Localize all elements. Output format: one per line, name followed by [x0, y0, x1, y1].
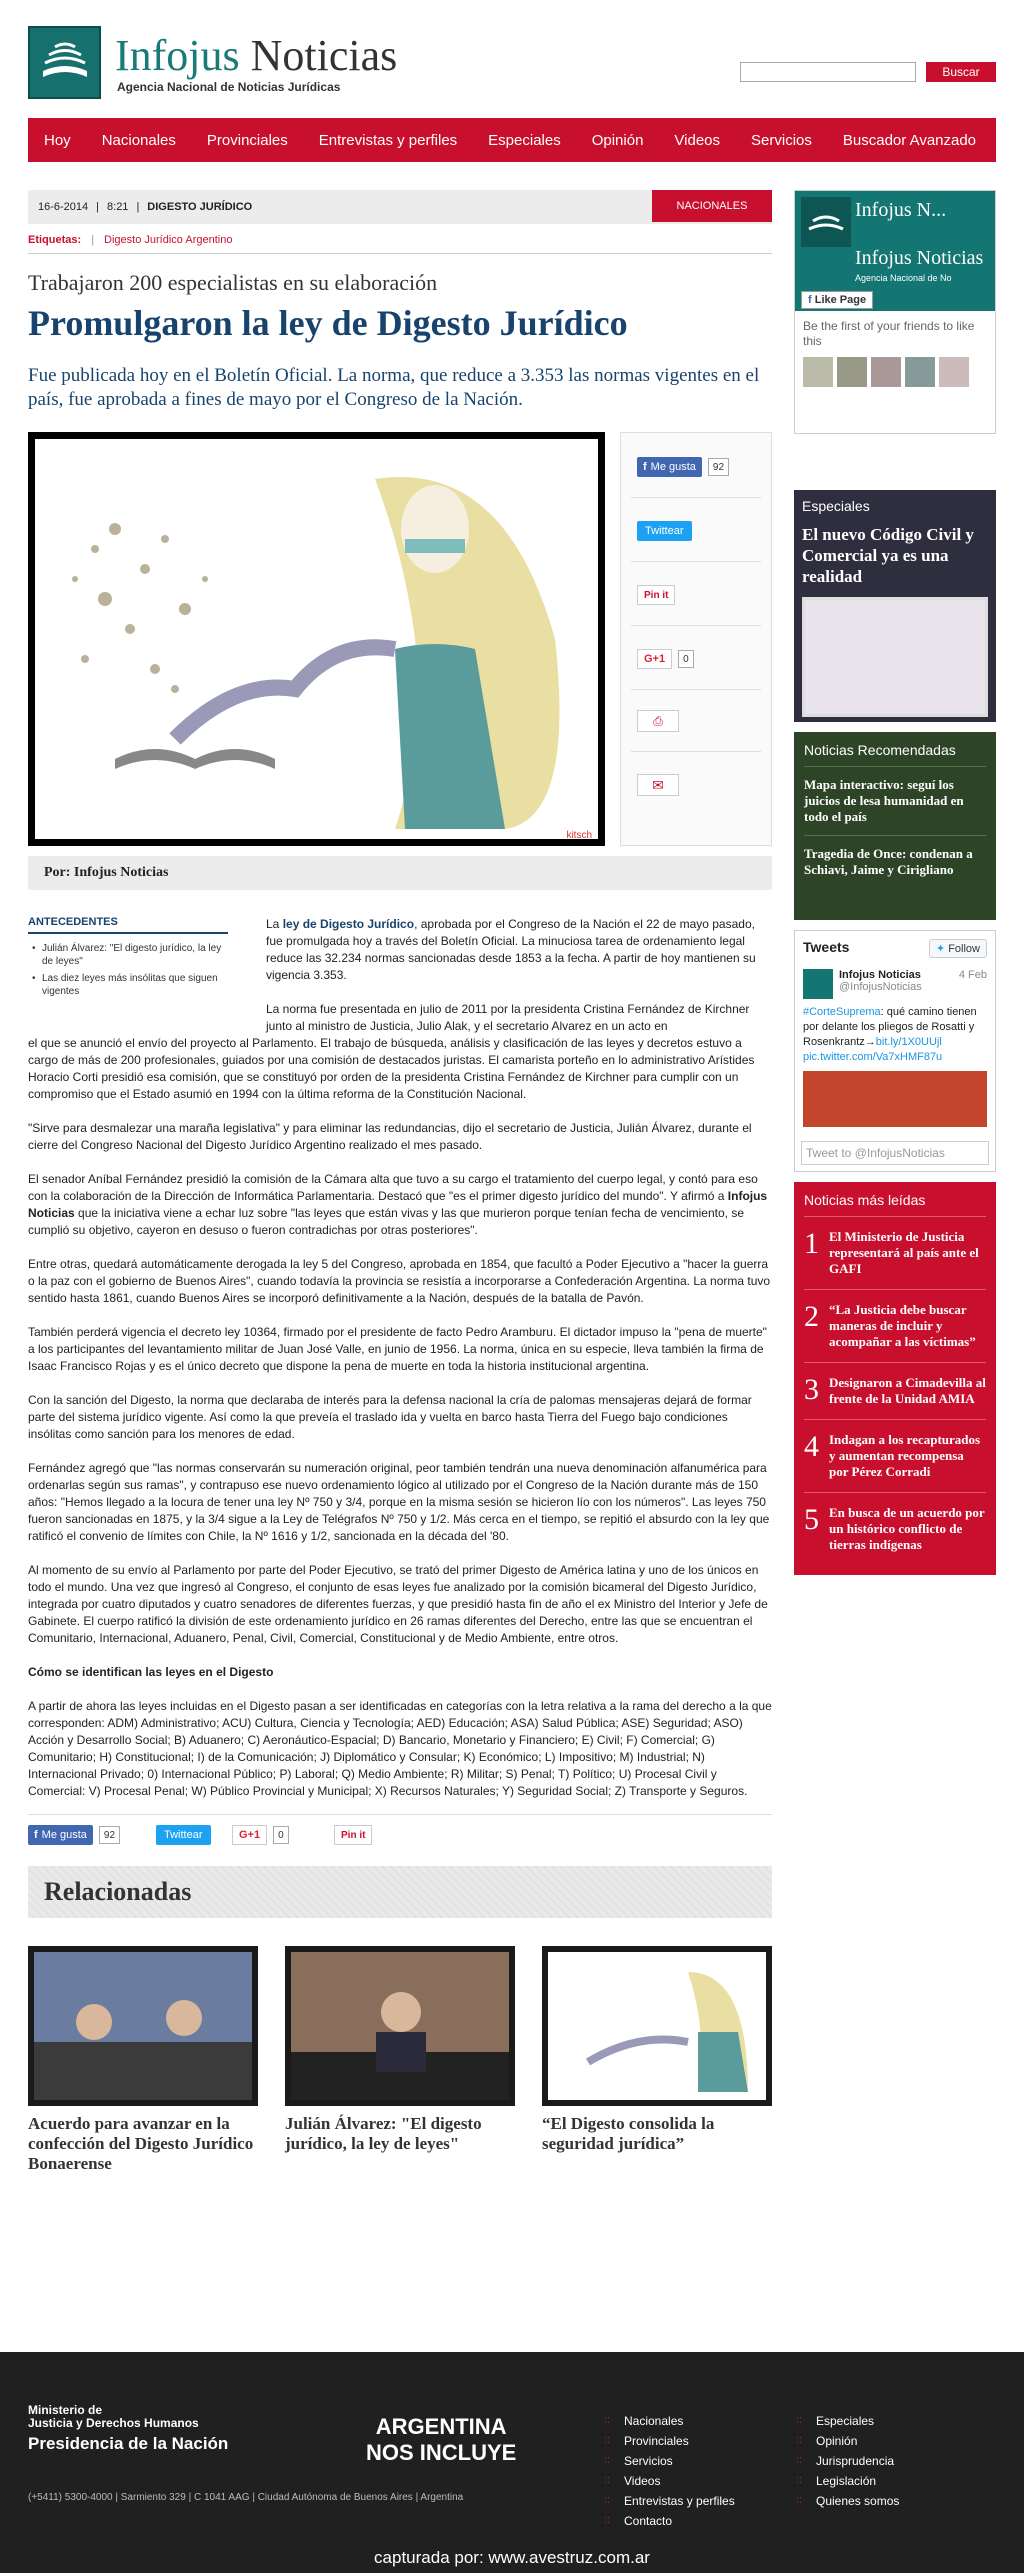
- paragraph: Con la sanción del Digesto, la norma que declaraba de interés para la defensa nacional la cría de palomas mensajeras dejará de formar parte del sistema jurídico vigente. Así como la que preveía el traslado ida y vuelta en barco hasta Tierra del Fuego bajo condiciones insólitas como sanción para los menores de edad.: [28, 1393, 752, 1441]
- facebook-icon: f: [34, 1829, 38, 1841]
- related-item[interactable]: [285, 1946, 515, 2174]
- bottom-share: [28, 1814, 772, 1850]
- facebook-icon: f: [643, 461, 647, 473]
- avatar[interactable]: [837, 357, 867, 387]
- argentina-line-2: NOS INCLUYE: [366, 2440, 517, 2465]
- book-icon: [35, 33, 95, 93]
- p4-bold: Infojus Noticias: [28, 1189, 768, 1220]
- nav-videos[interactable]: Videos: [674, 131, 721, 149]
- related-title[interactable]: Acuerdo para avanzar en la confección del Digesto Jurídico Bonaerense: [28, 2114, 254, 2173]
- tweets-title: Tweets: [803, 939, 850, 955]
- footer-link[interactable]: :: Nacionales: [604, 2414, 735, 2428]
- gplus-count: 0: [678, 650, 694, 668]
- nav-buscador[interactable]: Buscador Avanzado: [842, 131, 977, 149]
- footer-link[interactable]: :: Quienes somos: [796, 2494, 899, 2508]
- digesto-link[interactable]: ley de Digesto Jurídico: [279, 917, 415, 931]
- mas-leida-item[interactable]: [804, 1363, 986, 1420]
- twitter-icon: ✦: [935, 943, 949, 955]
- paragraph: A partir de ahora las leyes incluidas en el Digesto pasan a ser identificadas en categorías con la letra relativa a la rama del derecho a la que corresponden: ADM) Administrativo; ACU) Cultura, Ciencia y Tecnología; AED) Educación; ASA) Salud Pública; ASE) Seguridad; ASO) Acción y Desarrollo Social; B) Aduanero; C) Aeronáutico-Espacial; D) Bancario, Monetario y Financiero; E) Civil; F) Comercial; G) Comunitario; H) Constitucional; I) de la Comunicación; J) Diplomático y Consular; K) Económico; L) Impositivo; M) Industrial; N) Internacional Privado; 0) Internacional Público; P) Laboral; Q) Medio Ambiente; R) Militar; S) Penal; T) Político; U) Procesal Civil y Comercial: V) Procesal Penal; W) Público Provincial y Municipal; X) Recursos Naturales; Y) Seguridad Social; Z) Transporte y Seguros.: [28, 1699, 772, 1798]
- fb-label: Me gusta: [41, 1829, 87, 1841]
- footer-address: (+5411) 5300-4000 | Sarmiento 329 | C 1041 AAG | Ciudad Autónoma de Buenos Aires | Argentina: [28, 2492, 464, 2503]
- article-kicker: Trabajaron 200 especialistas en su elaboración: [28, 270, 438, 295]
- related-heading: Relacionadas: [28, 1866, 772, 1918]
- mas-leida-title[interactable]: En busca de un acuerdo por un histórico conflicto de tierras indígenas: [829, 1505, 985, 1552]
- article-meta: 16-6-2014 | 8:21 | DIGESTO JURÍDICO NACIONALES: [28, 190, 772, 224]
- mas-leida-title[interactable]: Designaron a Cimadevilla al frente de la Unidad AMIA: [829, 1375, 986, 1406]
- gplus-button[interactable]: G+1: [637, 649, 672, 669]
- paragraph: [266, 916, 772, 984]
- related-image[interactable]: [28, 1946, 258, 2106]
- rank-number: 4: [804, 1430, 819, 1463]
- article-time: 8:21: [107, 201, 129, 213]
- fb-count: 92: [708, 458, 729, 476]
- follow-label: Follow: [948, 943, 980, 955]
- p4-pre: El senador Aníbal Fernández presidió la comisión de la Cámara alta que tuvo a su cargo el tratamiento del cuerpo legal, y contó para eso con la colaboración de la Dirección de Informática Parlamentaria. Destacó que "es el primer digesto jurídico del mundo". Y afirmó a: [28, 1172, 758, 1203]
- paragraph: Fernández agregó que "las normas conservarán su numeración original, peor también tendrán una nueva denominación alfanumérica para ordenarlas según sus ramas", y contrapuso ese nuevo ordenamiento lógico al utilizado por el Congreso de la Nación durante más de 150 años: "Hemos llegado a la locura de tener una ley Nº 750 y 3/4, porque en la misma sesión se hicieron lío con los números". Las leyes 750 fueron sancionadas en 1875, y la 3/4 sigue a la Ley de Telégrafos Nº 750 y 1/2. Más cerca en el tiempo, se repitió el absurdo con la ley que ratificó el convenio de límites con Chile, la Nº 1616 y 1/2, sancionada en la década del '80.: [28, 1461, 770, 1543]
- related-item[interactable]: [28, 1946, 258, 2174]
- nav-hoy[interactable]: Hoy: [44, 131, 71, 149]
- infojus-logo-icon: [801, 197, 851, 247]
- tweet-author[interactable]: [803, 969, 987, 999]
- sidebar: [794, 190, 996, 1575]
- facebook-like-button[interactable]: [637, 457, 702, 477]
- tweet-text: [803, 1005, 987, 1065]
- ministerio-logo[interactable]: [28, 2404, 228, 2454]
- pinterest-button[interactable]: Pin it: [334, 1825, 372, 1845]
- argentina-line-1: ARGENTINA: [375, 2414, 507, 2439]
- nav-provinciales[interactable]: Provinciales: [206, 131, 288, 149]
- presidencia: Presidencia de la Nación: [28, 2434, 229, 2453]
- pinterest-button[interactable]: Pin it: [637, 585, 675, 605]
- fb-like-label: Like Page: [814, 294, 867, 306]
- illustration-icon: [548, 1952, 766, 2100]
- main-nav: [28, 118, 996, 162]
- especiales-headline[interactable]: El nuevo Código Civil y Comercial ya es una realidad: [802, 525, 974, 586]
- mas-leidas-title: Noticias más leídas: [804, 1192, 986, 1217]
- twitter-button[interactable]: Twittear: [637, 521, 692, 541]
- page-title: Promulgaron la ley de Digesto Jurídico: [28, 303, 628, 343]
- article-image[interactable]: [28, 432, 605, 846]
- p1-pre: La: [266, 917, 280, 931]
- related-image[interactable]: [542, 1946, 772, 2106]
- brand-subtitle: Agencia Nacional de Noticias Jurídicas: [117, 80, 341, 94]
- avatar[interactable]: [803, 357, 833, 387]
- fb-faces: [795, 357, 995, 387]
- tweet-handle: @InfojusNoticias: [839, 981, 922, 993]
- article-lead: Fue publicada hoy en el Boletín Oficial. La norma, que reduce a 3.353 las normas vigentes en el país, fue aprobada a fines de mayo por el Congreso de la Nación.: [28, 365, 760, 410]
- mas-leida-item[interactable]: [804, 1493, 986, 1565]
- facebook-icon: f: [808, 294, 815, 306]
- footer-link[interactable]: :: Opinión: [796, 2434, 899, 2448]
- site-footer: [0, 2352, 1024, 2573]
- related-list: [28, 1946, 772, 2174]
- rank-number: 1: [804, 1227, 819, 1260]
- mas-leida-title[interactable]: El Ministerio de Justicia representará al país ante el GAFI: [829, 1229, 979, 1276]
- nav-especiales[interactable]: Especiales: [488, 131, 561, 149]
- brand-main: Infojus: [115, 31, 240, 80]
- footer-links-1: [604, 2414, 735, 2534]
- footer-links-2: [796, 2414, 899, 2514]
- envelope-icon: ✉: [652, 776, 664, 793]
- rank-number: 5: [804, 1503, 819, 1536]
- photo-icon: [34, 1952, 252, 2100]
- email-button[interactable]: [637, 774, 679, 796]
- mas-leida-item[interactable]: [804, 1217, 986, 1290]
- search-button[interactable]: Buscar: [926, 62, 996, 82]
- footer-link[interactable]: :: Legislación: [796, 2474, 899, 2488]
- print-button[interactable]: [637, 710, 679, 732]
- avatar[interactable]: [803, 969, 833, 999]
- related-item[interactable]: [542, 1946, 772, 2174]
- site-header: [0, 0, 1024, 118]
- subheading: [28, 1664, 772, 1681]
- mas-leida-title[interactable]: Indagan a los recapturados y aumentan recompensa por Pérez Corradi: [829, 1432, 981, 1479]
- tweet-link[interactable]: bit.ly/1X0UUjl pic.twitter.com/Va7xHMF87u: [803, 1036, 943, 1063]
- avatar[interactable]: [871, 357, 901, 387]
- antecedentes-title: ANTECEDENTES: [28, 916, 228, 934]
- fb-count: 92: [99, 1826, 120, 1844]
- tag-link[interactable]: Digesto Jurídico Argentino: [104, 234, 233, 246]
- related-title[interactable]: “El Digesto consolida la seguridad jurídica”: [542, 2114, 715, 2153]
- tags-row: Etiquetas: | Digesto Jurídico Argentino: [28, 234, 772, 254]
- facebook-like-button[interactable]: [28, 1825, 93, 1845]
- gplus-button[interactable]: G+1: [232, 1825, 267, 1845]
- nav-opinion[interactable]: Opinión: [591, 131, 644, 149]
- avatar[interactable]: [905, 357, 935, 387]
- mas-leida-item[interactable]: [804, 1290, 986, 1363]
- p1-rest: , aprobada por el Congreso de la Nación el 22 de mayo pasado, fue promulgada hoy a través del Boletín Oficial. La minuciosa tarea de ordenamiento legal reduce las 32.234 normas sancionadas desde 1853 a la fecha. A partir de hoy mantienen su vigencia 3.353.: [266, 917, 756, 982]
- brand[interactable]: [115, 31, 398, 94]
- twitter-button[interactable]: Twittear: [156, 1825, 211, 1845]
- paragraph: La norma fue presentada en julio de 2011 por la presidenta Cristina Fernández de Kirchner junto al ministro de Justicia, Julio Alak, y el secretario Alvarez en un acto en: [266, 1002, 750, 1033]
- footer-link[interactable]: :: Servicios: [604, 2454, 735, 2468]
- fb-like-page-button[interactable]: [801, 291, 873, 309]
- fb-friends-text: Be the first of your friends to like this: [803, 319, 975, 348]
- footer-link[interactable]: :: Videos: [604, 2474, 735, 2488]
- fb-label: Me gusta: [650, 461, 696, 473]
- article-figure: [28, 432, 772, 850]
- twitter-widget: [794, 930, 996, 1172]
- fb-page-name[interactable]: Infojus N...: [855, 199, 947, 221]
- article-body: [28, 916, 772, 1800]
- image-credit: kitsch: [566, 830, 592, 839]
- search-form: [740, 62, 996, 82]
- recomendadas-box: [794, 732, 996, 920]
- facebook-cover[interactable]: [795, 191, 995, 311]
- footer-link[interactable]: :: Especiales: [796, 2414, 899, 2428]
- section-tag[interactable]: NACIONALES: [652, 190, 772, 222]
- photo-icon: [291, 1952, 509, 2100]
- paragraph: Entre otras, quedará automáticamente derogada la ley 5 del Congreso, aprobada en 1854, que facultó a Poder Ejecutivo a "hacer la guerra o la paz con el gobierno de Buenos Aires", cuando todavía la provincia se resistía a incorporarse a Confederación Argentina. La norma tuvo sentido hasta 1861, cuando Buenos Aires se incorporó definitivamente a la Nación, después de la batalla de Pavón.: [28, 1257, 771, 1305]
- especiales-image[interactable]: [802, 597, 988, 717]
- mas-leida-item[interactable]: [804, 1420, 986, 1493]
- illustration-icon: [35, 439, 598, 839]
- subheading-text: Cómo se identifican las leyes en el Digesto: [28, 1665, 274, 1679]
- footer-link[interactable]: :: Entrevistas y perfiles: [604, 2494, 735, 2508]
- tweet-date: 4 Feb: [958, 969, 987, 981]
- footer-link[interactable]: :: Contacto: [604, 2514, 735, 2528]
- facebook-widget: [794, 190, 996, 434]
- ministerio-line-1: Ministerio de: [28, 2403, 103, 2417]
- avatar[interactable]: [939, 357, 969, 387]
- rank-number: 3: [804, 1373, 819, 1406]
- mas-leidas-box: [794, 1182, 996, 1575]
- related-image[interactable]: [285, 1946, 515, 2106]
- tweet-body: : qué camino tienen por delante los pliegos de Rosatti y Rosenkrantz→: [803, 1006, 977, 1048]
- paragraph: Al momento de su envío al Parlamento por parte del Poder Ejecutivo, se trató del primer Digesto de América latina y uno de los únicos en todo el mundo. Una vez que ingresó al Congreso, el conjunto de esas leyes fue analizado por la comisión bicameral del Digesto Jurídico, integrada por cuatro diputados y cuatro senadores de diferentes fuerzas, y que presidió hasta fin de año el ex Ministro del Interior y Jefe de Gabinete. El cuerpo ratificó la división de este ordenamiento jurídico en 26 ramas diferentes del Derecho, entre las que se encuentran el Comunitario, Internacional, Aduanero, Penal, Civil, Comercial, Constitucional y de Medio Ambiente, entre otros.: [28, 1563, 768, 1645]
- antecedente-link[interactable]: • Las diez leyes más insólitas que siguen vigentes: [28, 972, 228, 998]
- mas-leida-title[interactable]: “La Justicia debe buscar maneras de incluir y acompañar a las víctimas”: [829, 1302, 976, 1349]
- article-main: [28, 190, 772, 2174]
- antecedentes-box: [28, 916, 228, 1002]
- brand-second: Noticias: [250, 31, 398, 80]
- gplus-count: 0: [273, 1826, 289, 1844]
- ministerio-line-2: Justicia y Derechos Humanos: [28, 2416, 199, 2430]
- capture-credit: capturada por: www.avestruz.com.ar: [374, 2548, 650, 2567]
- nav-servicios[interactable]: Servicios: [751, 131, 812, 149]
- footer-link[interactable]: :: Provinciales: [604, 2434, 735, 2448]
- tweet-user: Infojus Noticias: [839, 969, 921, 981]
- paragraph: [28, 1171, 772, 1239]
- tweet-image[interactable]: [803, 1071, 987, 1127]
- nav-nacionales[interactable]: Nacionales: [101, 131, 176, 149]
- print-icon: ⎙: [653, 713, 663, 728]
- paragraph: "Sirve para desmalezar una maraña legislativa" y para eliminar las redundancias, dijo el secretario de Justicia, Julián Álvarez, durante el cierre del Congreso Nacional del Digesto Jurídico Argentino realizado el mes pasado.: [28, 1121, 752, 1152]
- follow-button[interactable]: [929, 939, 987, 958]
- rank-number: 2: [804, 1300, 819, 1333]
- antecedente-link[interactable]: • Julián Álvarez: "El digesto jurídico, la ley de leyes": [28, 942, 228, 968]
- article-section[interactable]: DIGESTO JURÍDICO: [147, 201, 253, 213]
- argentina-logo[interactable]: [366, 2414, 516, 2466]
- especiales-title: Especiales: [802, 498, 870, 514]
- article-date: 16-6-2014: [38, 201, 89, 213]
- related-title[interactable]: Julián Álvarez: "El digesto jurídico, la ley de leyes": [285, 2114, 482, 2153]
- paragraph: el que se anunció el envío del proyecto al Parlamento. El trabajo de búsqueda, análisis y clasificación de las leyes y decretos estuvo a cargo de más de 200 profesionales, guiados por una comisión de destacados juristas. El camarista porteño en lo administrativo Arístides Horacio Corti presidió esa comisión, que se constituyó por orden de la presidenta Cristina Fernández de Kirchner para cumplir con un compromiso que el Estado asumió en 1994 con la última reforma de la Constitución Nacional.: [28, 1036, 755, 1101]
- tweet-hashtag[interactable]: #CorteSuprema: [803, 1006, 881, 1018]
- paragraph: También perderá vigencia el decreto ley 10364, firmado por el presidente de facto Pedro Aramburu. El dictador impuso la "pena de muerte" a los participantes del levantamiento militar de Juan José Valle, en junio de 1956. La norma, única en su especie, lleva también la firma de Isaac Francisco Rojas y es el único decreto que dispone la pena de muerte en toda la historia institucional argentina.: [28, 1325, 767, 1373]
- fb-cover-sub: Agencia Nacional de No: [855, 273, 952, 283]
- footer-link[interactable]: :: Jurisprudencia: [796, 2454, 899, 2468]
- infojus-logo-icon[interactable]: [28, 26, 101, 99]
- recomendadas-title: Noticias Recomendadas: [804, 742, 986, 767]
- tweet-to-input[interactable]: Tweet to @InfojusNoticias: [801, 1141, 989, 1165]
- nav-entrevistas[interactable]: Entrevistas y perfiles: [318, 131, 458, 149]
- tags-label: Etiquetas:: [28, 234, 82, 246]
- especiales-box[interactable]: [794, 490, 996, 722]
- p4-post: que la iniciativa viene a echar luz sobre "las leyes que están vivas y las que murieron porque tenían fecha de vencimiento, se cumplió su objetivo, cayeron en desuso o fueron contradichas por otras posteriores".: [28, 1206, 744, 1237]
- recomendada-item[interactable]: Tragedia de Once: condenan a Schiavi, Jaime y Cirigliano: [804, 846, 973, 877]
- recomendada-item[interactable]: Mapa interactivo: seguí los juicios de lesa humanidad en todo el país: [804, 777, 986, 836]
- search-input[interactable]: [740, 62, 916, 82]
- article-author: Por: Infojus Noticias: [28, 856, 772, 890]
- share-panel: [620, 432, 772, 846]
- fb-cover-title: Infojus Noticias: [855, 247, 984, 269]
